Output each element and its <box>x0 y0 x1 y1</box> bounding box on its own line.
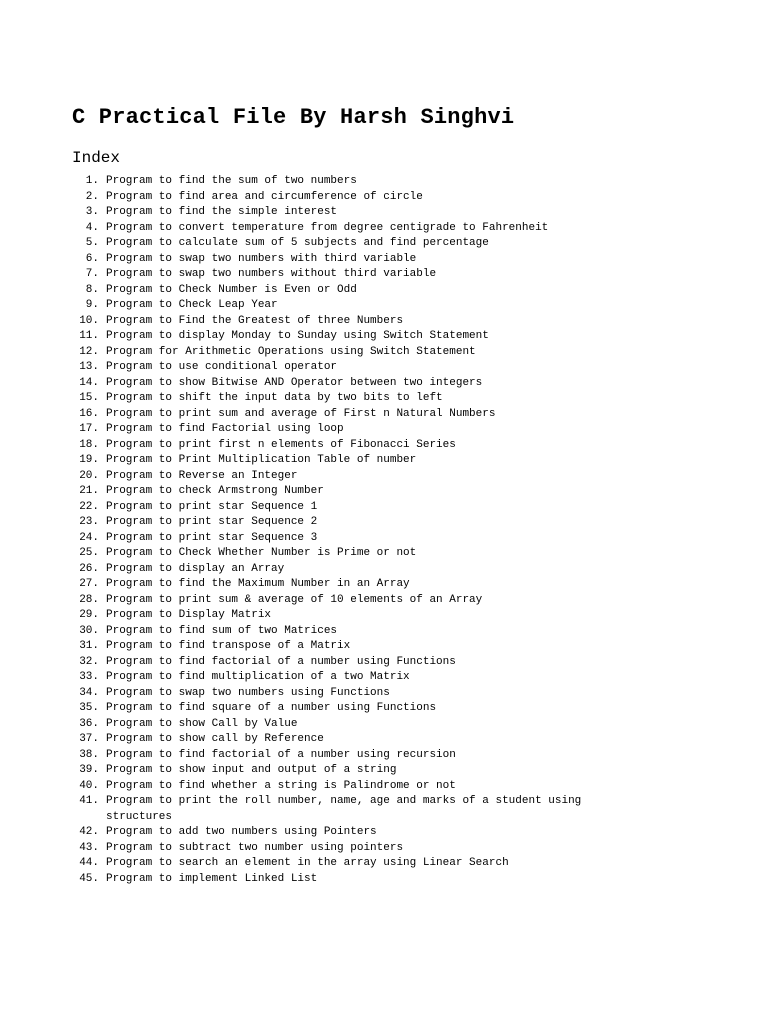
index-item <box>72 872 692 888</box>
index-item <box>72 314 692 330</box>
index-item-text: Program to print star Sequence 1 <box>106 500 318 513</box>
index-item-text: Program to find sum of two Matrices <box>106 624 338 637</box>
index-item-text: Program to swap two numbers using Functions <box>106 686 390 699</box>
index-item <box>72 748 692 764</box>
index-item-text: Program to display an Array <box>106 562 285 575</box>
index-item <box>72 283 692 299</box>
index-item <box>72 329 692 345</box>
index-item-text: Program to Display Matrix <box>106 609 272 621</box>
index-item-text: Program to print star Sequence 2 <box>106 516 318 528</box>
index-item-number: 45. <box>79 872 99 885</box>
index-item <box>72 562 692 578</box>
index-item-number: 17. <box>79 423 99 435</box>
index-item <box>72 763 692 779</box>
index-item <box>72 252 692 268</box>
index-item-number: 11. <box>79 330 99 342</box>
index-item <box>72 174 692 190</box>
index-item-text: Program to calculate sum of 5 subjects and find percentage <box>106 237 489 249</box>
index-item-text: Program to print star Sequence 3 <box>106 531 318 544</box>
index-item-text: Program to find transpose of a Matrix <box>106 640 351 652</box>
index-item-number: 35. <box>79 702 99 714</box>
index-item-text: Program to show call by Reference <box>106 733 324 745</box>
index-item-number: 26. <box>79 562 99 575</box>
index-item-number: 30. <box>79 624 99 637</box>
index-item-text: Program to show Call by Value <box>106 717 298 730</box>
index-item-text: Program to Check Leap Year <box>106 299 278 311</box>
index-item-number: 27. <box>79 578 99 590</box>
index-item-number: 7. <box>85 268 99 280</box>
index-item-text: Program to display Monday to Sunday using Switch Statement <box>106 330 489 342</box>
index-item-text: Program to find whether a string is Palindrome or not <box>106 779 456 792</box>
index-item-text: Program to find factorial of a number using Functions <box>106 655 456 668</box>
index-item-text: Program to Check Number is Even or Odd <box>106 283 357 296</box>
index-item <box>72 438 692 454</box>
index-item <box>72 686 692 702</box>
index-item <box>72 236 692 252</box>
index-item <box>72 639 692 655</box>
index-item-text: Program to implement Linked List <box>106 872 318 885</box>
index-list <box>72 174 692 887</box>
index-item <box>72 345 692 361</box>
index-item-number: 33. <box>79 671 99 683</box>
index-item-text: Program to find multiplication of a two Matrix <box>106 671 410 683</box>
index-item-text: Program to find factorial of a number using recursion <box>106 748 456 761</box>
index-item-text: Program to find the Maximum Number in an Array <box>106 578 410 590</box>
index-item-number: 28. <box>79 593 99 606</box>
index-item <box>72 593 692 609</box>
index-item <box>72 298 692 314</box>
index-item <box>72 360 692 376</box>
index-item-text: Program to find the sum of two numbers <box>106 175 357 187</box>
index-item <box>72 794 692 825</box>
index-item-number: 3. <box>85 206 99 218</box>
index-item-number: 38. <box>79 748 99 761</box>
index-item-text: Program to Print Multiplication Table of number <box>106 454 417 466</box>
index-item-number: 34. <box>79 686 99 699</box>
index-item-number: 24. <box>79 531 99 544</box>
index-item <box>72 856 692 872</box>
index-item <box>72 267 692 283</box>
index-item-number: 36. <box>79 717 99 730</box>
index-item-number: 1. <box>85 175 99 187</box>
index-item-number: 44. <box>79 857 99 869</box>
index-item-text: Program to shift the input data by two bits to left <box>106 392 443 404</box>
index-item-number: 32. <box>79 655 99 668</box>
index-item <box>72 546 692 562</box>
index-item-text: Program to find area and circumference of circle <box>106 190 423 203</box>
index-item-number: 12. <box>79 345 99 358</box>
index-item-number: 25. <box>79 547 99 559</box>
index-item <box>72 670 692 686</box>
index-item-number: 41. <box>79 795 99 807</box>
index-item <box>72 205 692 221</box>
index-item-number: 14. <box>79 376 99 389</box>
index-item <box>72 608 692 624</box>
index-item-number: 10. <box>79 314 99 327</box>
index-item-number: 21. <box>79 485 99 497</box>
index-item-text: Program to add two numbers using Pointers <box>106 826 377 838</box>
index-item-number: 22. <box>79 500 99 513</box>
index-item <box>72 469 692 485</box>
index-item <box>72 407 692 423</box>
index-item-text: Program for Arithmetic Operations using Switch Statement <box>106 345 476 358</box>
index-item-text: Program to swap two numbers with third variable <box>106 252 417 265</box>
index-item <box>72 190 692 206</box>
index-item-text: Program to Reverse an Integer <box>106 469 298 482</box>
index-item-text: Program to swap two numbers without third variable <box>106 268 437 280</box>
index-item-text: Program to subtract two number using pointers <box>106 841 404 854</box>
index-item-number: 5. <box>85 237 99 249</box>
index-item <box>72 825 692 841</box>
index-item-number: 18. <box>79 438 99 451</box>
index-item <box>72 221 692 237</box>
document-title: C Practical File By Harsh Singhvi <box>72 105 515 130</box>
index-item-text: Program to print sum and average of First n Natural Numbers <box>106 407 496 420</box>
index-item <box>72 655 692 671</box>
index-item-text: Program to check Armstrong Number <box>106 485 324 497</box>
index-item-text: Program to use conditional operator <box>106 361 338 373</box>
index-item <box>72 841 692 857</box>
index-item-number: 19. <box>79 454 99 466</box>
index-item-number: 31. <box>79 640 99 652</box>
index-item <box>72 484 692 500</box>
index-item <box>72 717 692 733</box>
index-item-text: Program to find the simple interest <box>106 206 338 218</box>
index-item-number: 8. <box>85 283 99 296</box>
index-item <box>72 577 692 593</box>
index-item-number: 2. <box>85 190 99 203</box>
index-item-number: 20. <box>79 469 99 482</box>
index-item-text: Program to print sum & average of 10 elements of an Array <box>106 593 483 606</box>
index-item-number: 39. <box>79 764 99 776</box>
index-item <box>72 376 692 392</box>
index-item-number: 15. <box>79 392 99 404</box>
index-item-number: 13. <box>79 361 99 373</box>
index-item <box>72 422 692 438</box>
index-item <box>72 391 692 407</box>
index-item <box>72 624 692 640</box>
index-item <box>72 531 692 547</box>
index-item-number: 16. <box>79 407 99 420</box>
index-heading: Index <box>72 149 121 167</box>
index-item <box>72 732 692 748</box>
index-item-text: Program to Find the Greatest of three Numbers <box>106 314 404 327</box>
index-item <box>72 779 692 795</box>
index-item-text: Program to show Bitwise AND Operator between two integers <box>106 376 483 389</box>
index-item-text: Program to convert temperature from degree centigrade to Fahrenheit <box>106 221 549 234</box>
index-item <box>72 500 692 516</box>
index-item-number: 42. <box>79 826 99 838</box>
index-item-text: Program to find Factorial using loop <box>106 423 344 435</box>
index-item <box>72 453 692 469</box>
index-item-number: 23. <box>79 516 99 528</box>
index-item-number: 6. <box>85 252 99 265</box>
index-item-text: Program to show input and output of a string <box>106 764 397 776</box>
index-item <box>72 515 692 531</box>
index-item-number: 43. <box>79 841 99 854</box>
index-item-text: Program to print the roll number, name, age and marks of a student using structures <box>106 795 582 823</box>
index-item <box>72 701 692 717</box>
index-item-number: 37. <box>79 733 99 745</box>
index-item-number: 40. <box>79 779 99 792</box>
index-item-number: 29. <box>79 609 99 621</box>
index-item-text: Program to print first n elements of Fibonacci Series <box>106 438 456 451</box>
index-item-number: 9. <box>85 299 99 311</box>
index-item-number: 4. <box>85 221 99 234</box>
index-item-text: Program to find square of a number using Functions <box>106 702 437 714</box>
index-item-text: Program to Check Whether Number is Prime or not <box>106 547 417 559</box>
index-item-text: Program to search an element in the array using Linear Search <box>106 857 509 869</box>
